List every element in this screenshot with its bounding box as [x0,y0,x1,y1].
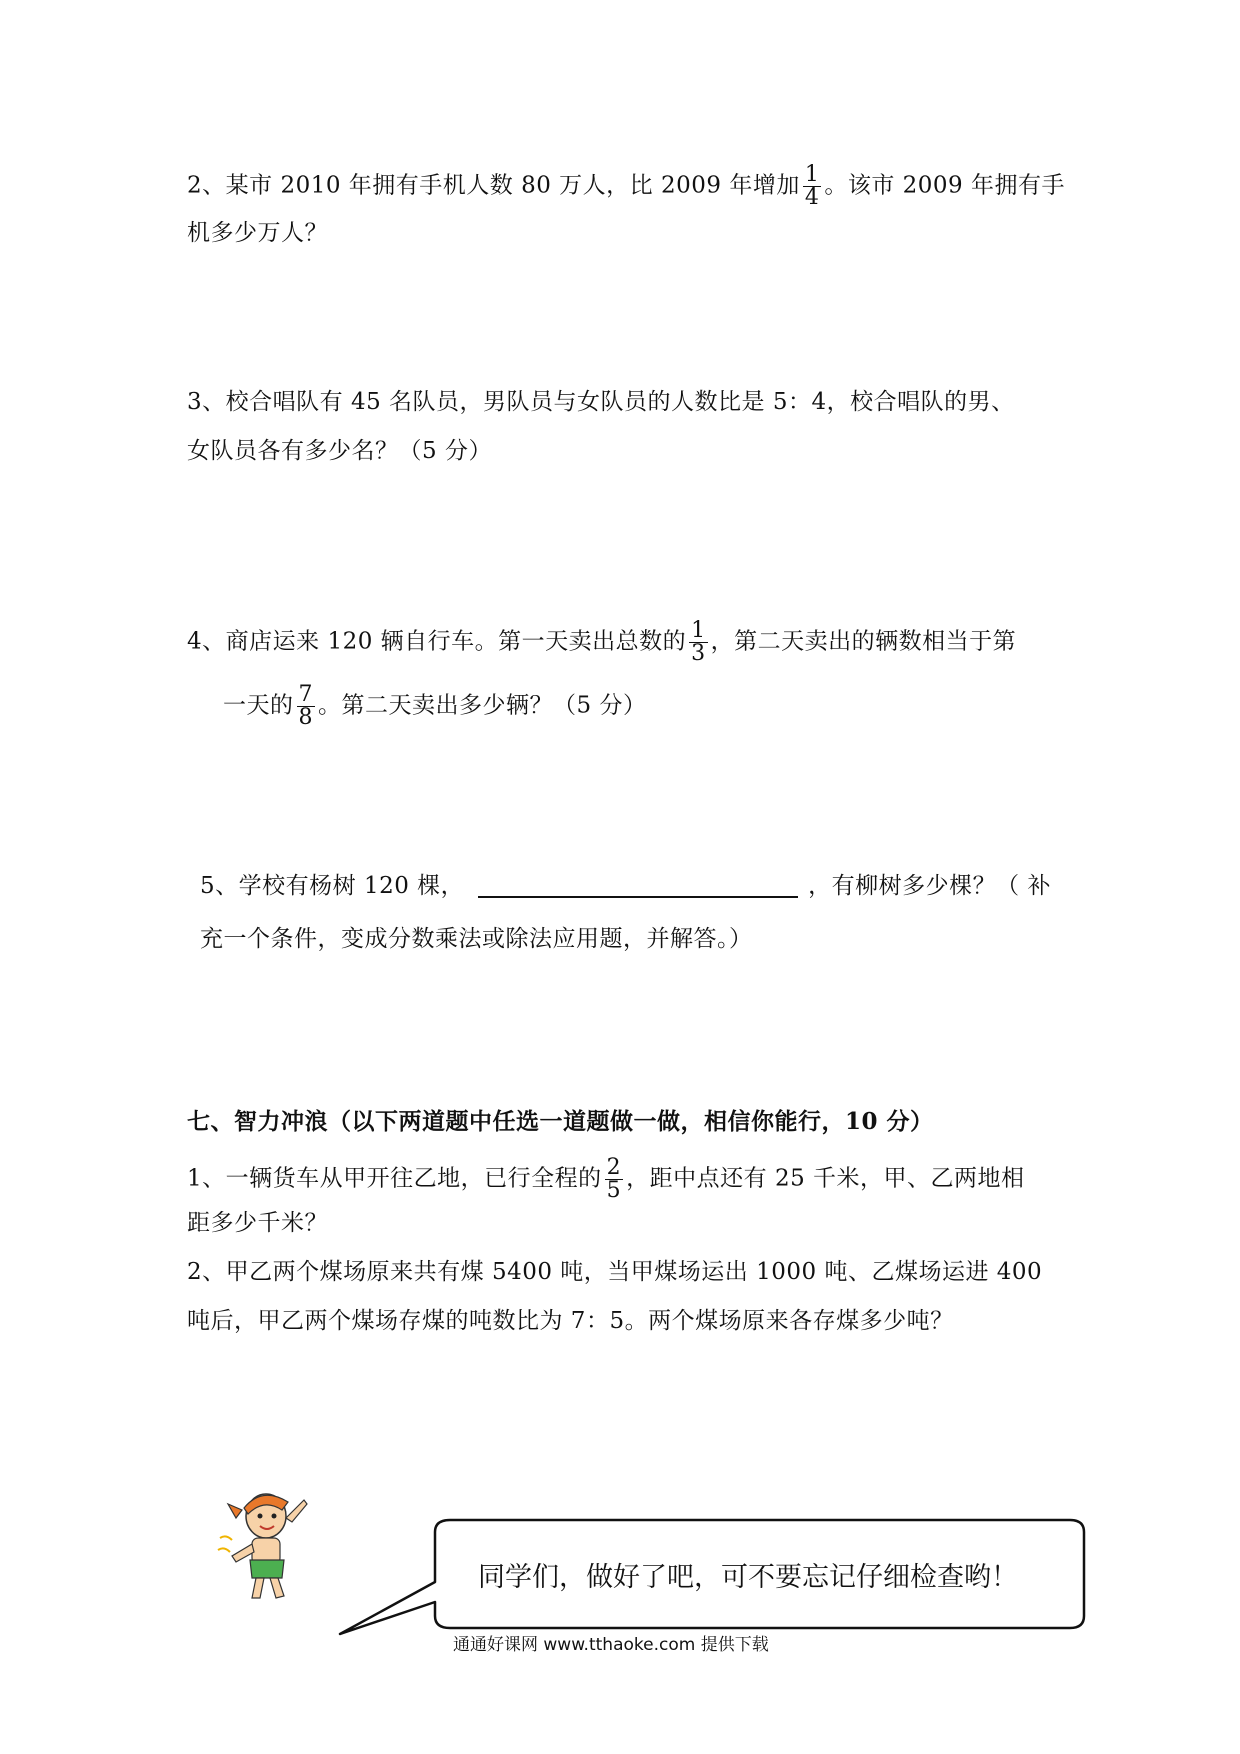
s7-p1-text-a: 1、一辆货车从甲开往乙地，已行全程的 [187,1165,602,1192]
q2-fraction-numerator: 1 [804,162,820,187]
q4-text-a: 4、商店运来 120 辆自行车。第一天卖出总数的 [187,628,687,655]
s7-p2-line2: 吨后，甲乙两个煤场存煤的吨数比为 7：5。两个煤场原来各存煤多少吨？ [187,1308,954,1334]
q4-line1 [187,620,1016,665]
q5-text-a: 5、学校有杨树 120 棵， [200,873,465,899]
s7-p1-fraction-numerator: 2 [606,1155,622,1180]
q5-line2: 充一个条件，变成分数乘法或除法应用题，并解答。） [200,926,753,952]
q4-text-c: 一天的 [223,692,294,719]
q4-text-b: ，第二天卖出的辆数相当于第 [710,628,1017,655]
q2-fraction [803,164,822,209]
q4-fraction-2-numerator: 7 [298,682,313,707]
q5-text-b: ，有柳树多少棵？（ 补 [808,873,1051,899]
q2-line2: 机多少万人？ [187,220,328,246]
q4-fraction-1-numerator: 1 [691,618,706,643]
q4-fraction-2-denominator: 8 [298,705,313,730]
q4-fraction-1 [689,620,708,665]
q3-line1: 3、校合唱队有 45 名队员，男队员与女队员的人数比是 5：4，校合唱队的男、 [187,389,1015,415]
footer-credit: 通通好课网 www.tthaoke.com 提供下载 [453,1635,769,1655]
q4-line2 [223,684,646,729]
s7-p2-line1: 2、甲乙两个煤场原来共有煤 5400 吨，当甲煤场运出 1000 吨、乙煤场运进 400 [187,1259,1043,1285]
q2-text-b: 。该市 2009 年拥有手 [824,172,1065,199]
section7-title: 七、智力冲浪（以下两道题中任选一道题做一做，相信你能行，10 分） [187,1108,934,1135]
q2-text-a: 2、某市 2010 年拥有手机人数 80 万人，比 2009 年增加 [187,172,800,199]
s7-p1-text-b: ，距中点还有 25 千米，甲、乙两地相 [626,1165,1025,1192]
q2-line1 [187,164,1065,209]
q4-fraction-1-denominator: 3 [691,641,706,666]
q3-line2: 女队员各有多少名？（5 分） [187,438,492,464]
mascot-illustration [212,1478,312,1608]
q2-fraction-denominator: 4 [804,185,820,210]
q4-fraction-2 [297,684,316,729]
s7-p1-line1 [187,1157,1025,1202]
s7-p1-fraction-denominator: 5 [606,1178,622,1203]
q4-text-d: 。第二天卖出多少辆？（5 分） [318,692,647,719]
speech-bubble-text: 同学们，做好了吧，可不要忘记仔细检查哟！ [478,1562,1018,1593]
s7-p1-fraction [605,1157,624,1202]
s7-p1-line2: 距多少千米？ [187,1210,328,1236]
q5-line1 [200,871,1051,901]
q5-answer-blank[interactable] [478,876,798,898]
